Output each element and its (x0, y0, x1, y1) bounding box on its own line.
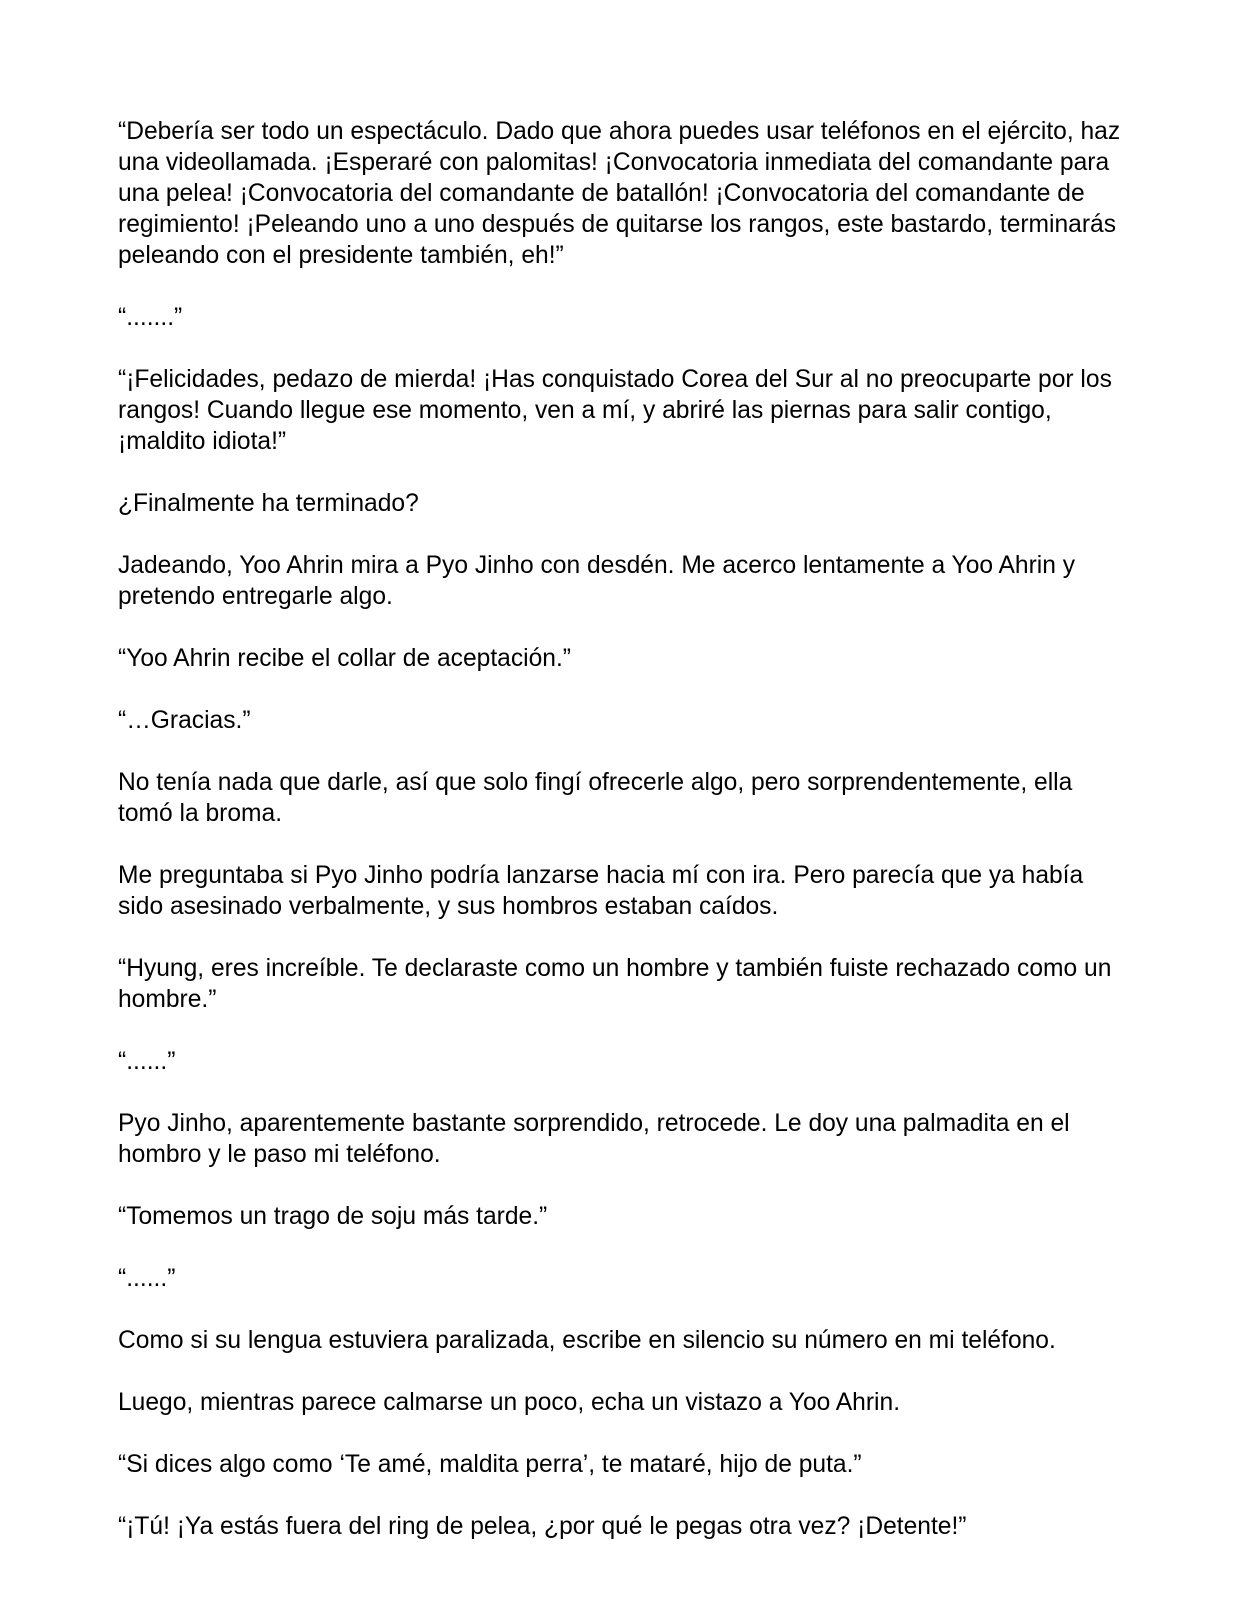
paragraph-2: “.......” (118, 304, 183, 331)
paragraph-10: “Hyung, eres increíble. Te declaraste como un hombre y también fuiste rechazado como un hombre.” (118, 955, 1112, 1013)
paragraph-12: Pyo Jinho, aparentemente bastante sorprendido, retrocede. Le doy una palmadita en el hombro y le paso mi teléfono. (118, 1110, 1070, 1168)
paragraph-17: “Si dices algo como ‘Te amé, maldita perra’, te mataré, hijo de puta.” (118, 1451, 862, 1478)
document-body (118, 116, 1123, 1573)
paragraph-5: Jadeando, Yoo Ahrin mira a Pyo Jinho con desdén. Me acerco lentamente a Yoo Ahrin y pretendo entregarle algo. (118, 552, 1076, 610)
paragraph-9: Me preguntaba si Pyo Jinho podría lanzarse hacia mí con ira. Pero parecía que ya había sido asesinado verbalmente, y sus hombros estaban caídos. (118, 862, 1084, 920)
paragraph-1: “Debería ser todo un espectáculo. Dado que ahora puedes usar teléfonos en el ejército, haz una videollamada. ¡Esperaré con palomitas! ¡Convocatoria inmediata del comandante para una pelea! ¡Convocatoria del comandante de batallón! ¡Convocatoria del comandante de regimiento! ¡Peleando uno a uno después de quitarse los rangos, este bastardo, terminarás peleando con el presidente también, eh!” (118, 118, 1121, 269)
paragraph-4: ¿Finalmente ha terminado? (118, 490, 419, 517)
paragraph-14: “......” (118, 1265, 176, 1292)
paragraph-18: “¡Tú! ¡Ya estás fuera del ring de pelea, ¿por qué le pegas otra vez? ¡Detente!” (118, 1513, 967, 1540)
paragraph-7: “…Gracias.” (118, 707, 251, 734)
paragraph-6: “Yoo Ahrin recibe el collar de aceptación.” (118, 645, 571, 672)
paragraph-16: Luego, mientras parece calmarse un poco, echa un vistazo a Yoo Ahrin. (118, 1389, 901, 1416)
paragraph-8: No tenía nada que darle, así que solo fingí ofrecerle algo, pero sorprendentemente, ella tomó la broma. (118, 769, 1073, 827)
paragraph-13: “Tomemos un trago de soju más tarde.” (118, 1203, 548, 1230)
paragraph-15: Como si su lengua estuviera paralizada, escribe en silencio su número en mi teléfono. (118, 1327, 1056, 1354)
paragraph-3: “¡Felicidades, pedazo de mierda! ¡Has conquistado Corea del Sur al no preocuparte por los rangos! Cuando llegue ese momento, ven a mí, y abriré las piernas para salir contigo, ¡maldito idiota!” (118, 366, 1112, 455)
paragraph-11: “......” (118, 1048, 176, 1075)
